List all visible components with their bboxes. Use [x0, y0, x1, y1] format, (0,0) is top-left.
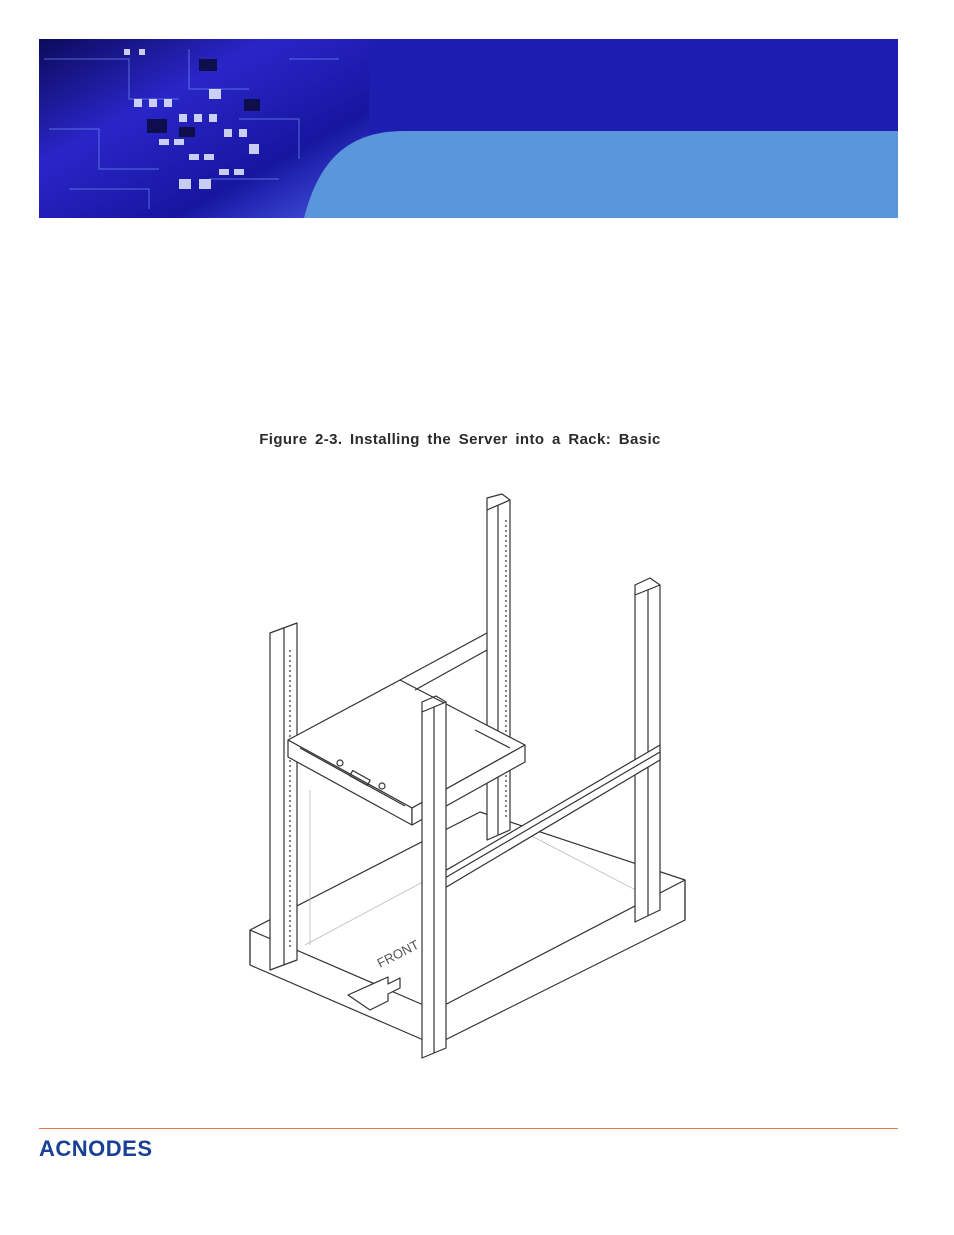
rack-installation-diagram — [240, 490, 690, 1110]
header-banner — [39, 39, 898, 218]
server-rack-drawing — [240, 490, 690, 1110]
acnodes-logo: ACNODES — [39, 1136, 153, 1161]
circuit-board-banner-image — [39, 39, 898, 218]
front-label: FRONT — [374, 936, 422, 971]
footer-divider — [39, 1128, 898, 1129]
figure-caption: Figure 2-3. Installing the Server into a Rack: Basic — [259, 431, 661, 448]
